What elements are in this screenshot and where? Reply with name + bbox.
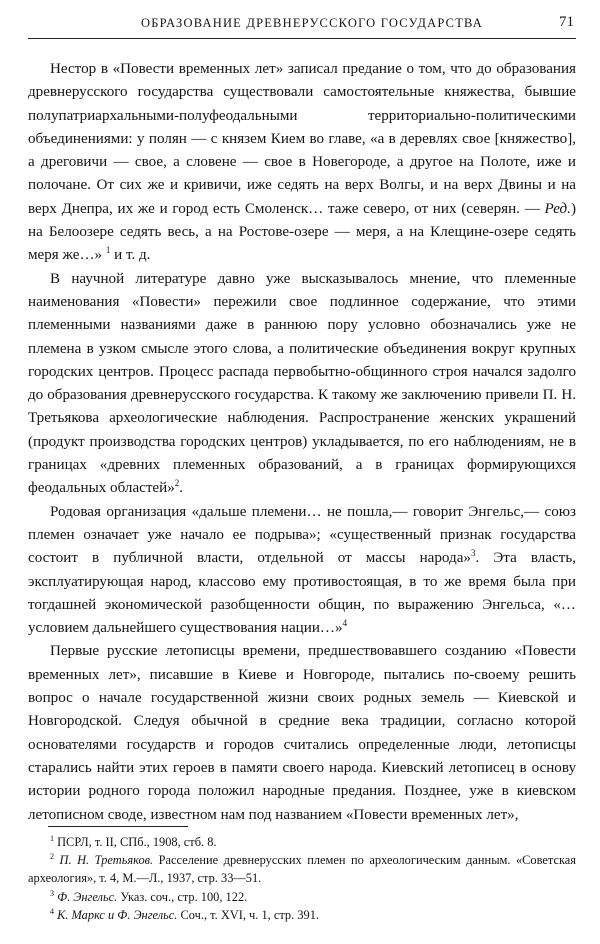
paragraph-1-text-b: ) на Белоозере седять весь, а на Ростове-озере — меря, а на Клещине-озере седять меря же…»: [28, 200, 576, 264]
footnote-4-number: 4: [50, 906, 54, 916]
footnote-3: [28, 888, 576, 906]
paragraph-2-text-end: .: [179, 480, 184, 497]
paragraph-1-text-a: Нестор в «Повести временных лет» записал предание о том, что до образования древнерусского государства существовали самостоятельные княжества, бывшие полупатриархальными-полуфеодальными территориально-политическими объединениями: у полян — с князем Кием во главе, «а в деревлях свое [княжество], а дреговичи — свое, а словене — свое в Новегороде, а другое на Полоте, иже и полочане. От сих же и кривичи, иже седять на верх Волгы, и на верх Двины и на верх Днепра, их же и город есть Смоленск… таже северо, от них (северян. —: [28, 61, 576, 217]
footnote-4-author: К. Маркс и Ф. Энгельс.: [57, 907, 178, 922]
footnote-1: [28, 833, 576, 851]
footnote-2: [28, 851, 576, 887]
footnote-2-author: П. Н. Третьяков.: [59, 853, 154, 868]
paragraph-4-text: Первые русские летописцы времени, предшествовавшего созданию «Повести временных лет», писавшие в Киеве и Новгороде, пытались по-своему решить вопрос о начале государственной жизни своих родных земель — Киевской и Новгородской. Следуя обычной в средние века традиции, согласно которой основателями государств и городов считались определенные люди, летописцы старались найти этих героев в памяти своего народа. Киевский летописец в основу истории родного города положил народные предания. Позднее, уже в киевском летописном своде, известном нам под названием «Повести временных лет»,: [28, 643, 576, 823]
footnote-2-text: Расселение древнерусских племен по археологическим данным. «Советская археология», т. 4, М.—Л., 1937, стр. 33—51.: [28, 853, 576, 886]
footnote-3-number: 3: [50, 888, 54, 898]
main-text: [28, 58, 576, 827]
paragraph-2: [28, 268, 576, 501]
footnote-ref-1: 1: [105, 245, 111, 256]
footnotes: [28, 826, 576, 924]
footnote-3-text: Указ. соч., стр. 100, 122.: [120, 889, 248, 904]
running-title: ОБРАЗОВАНИЕ ДРЕВНЕРУССКОГО ГОСУДАРСТВА: [140, 16, 484, 30]
paragraph-1: [28, 58, 576, 268]
paragraph-3-text-a: Родовая организация «дальше племени… не пошла,— говорит Энгельс,— союз племен означает уже начало ее подрыва»; «существенный признак государства состоит в публичной власти, отдельной от массы народа»: [28, 503, 576, 567]
footnote-ref-2: 2: [174, 478, 180, 489]
footnote-1-number: 1: [50, 834, 54, 843]
footnote-2-number: 2: [50, 852, 54, 862]
page-number: 71: [559, 14, 574, 30]
footnote-ref-4: 4: [342, 618, 348, 629]
footnote-3-author: Ф. Энгельс.: [57, 889, 118, 904]
footnote-4: [28, 906, 576, 924]
paragraph-3: [28, 501, 576, 641]
paragraph-3-text-b: . Эта власть, эксплуатирующая народ, классово ему противостоящая, в то же время была при тогдашней экономической разобщенности общин, по выражению Энгельса, «…условием дальнейшего существования нации…»: [28, 550, 576, 637]
paragraph-2-text: В научной литературе давно уже высказывалось мнение, что племенные наименования «Повести» пережили свое подлинное содержание, что этими племенными названиями даже в раннюю пору условно обозначались уже не племена в узком смысле этого слова, а политические объединения вокруг крупных городских центров. Процесс распада первобытно-общинного строя начался задолго до образования древнерусского государства. К такому же заключению привели П. Н. Третьякова археологические наблюдения. Распространение женских украшений (продукт производства городских центров) укладывается, по его наблюдениям, не в границах «древних племенных образований, а в границах формирующихся феодальных областей»: [28, 270, 576, 497]
paragraph-1-text-c: и т. д.: [110, 247, 151, 264]
footnote-divider: [48, 826, 188, 827]
footnote-ref-3: 3: [470, 548, 476, 559]
page-header: [28, 12, 576, 39]
editor-note: Ред.: [544, 200, 571, 217]
paragraph-4: [28, 640, 576, 826]
footnote-1-text: ПСРЛ, т. II, СПб., 1908, стб. 8.: [57, 835, 217, 849]
footnote-4-text: Соч., т. XVI, ч. 1, стр. 391.: [180, 907, 320, 922]
